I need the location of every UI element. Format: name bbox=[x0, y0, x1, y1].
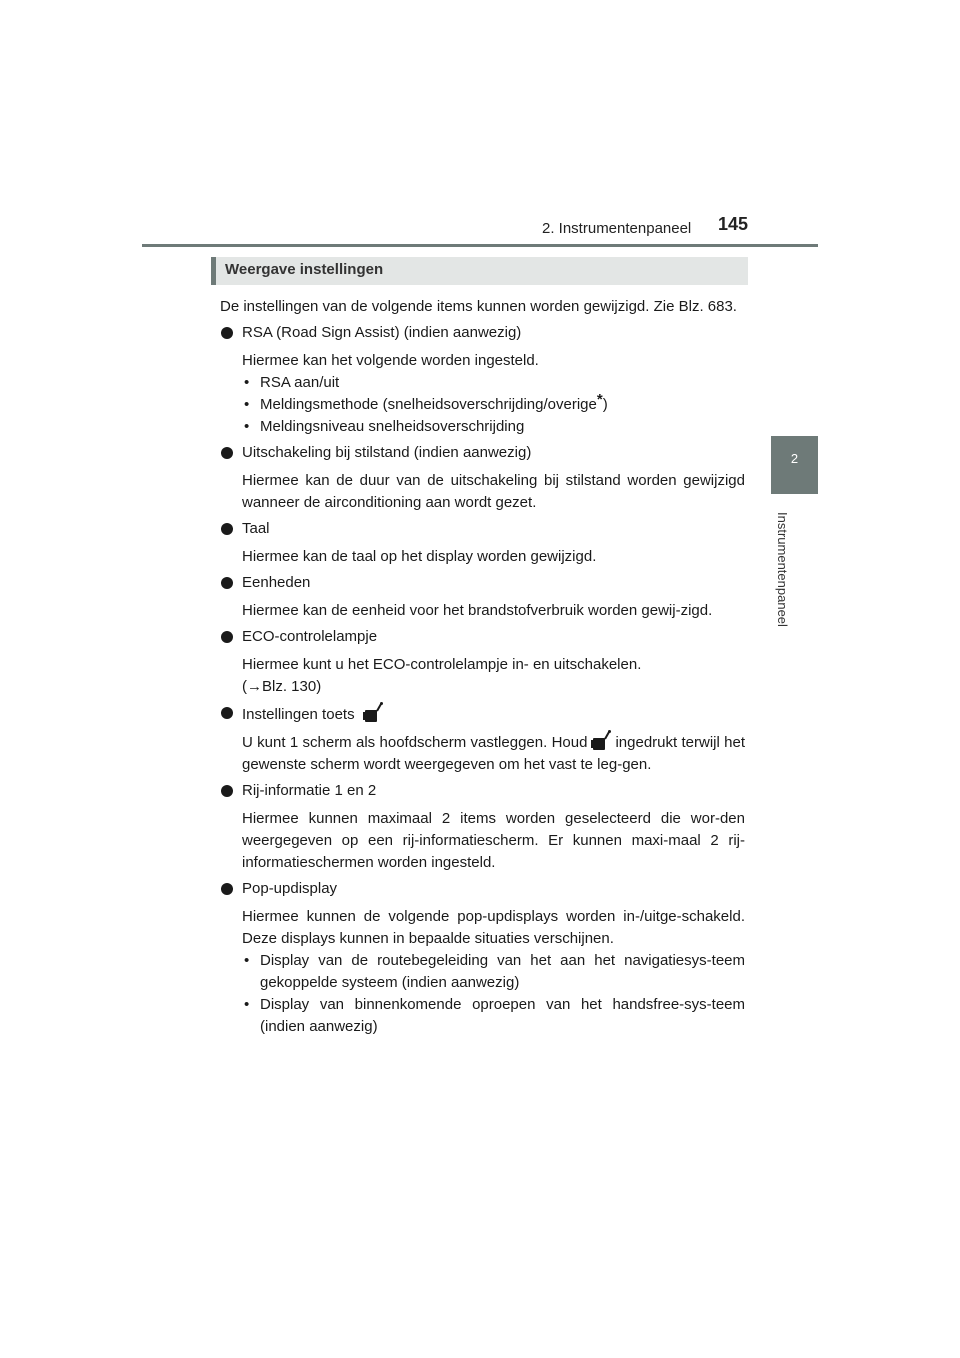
item-language bbox=[220, 518, 745, 568]
item-description: U kunt 1 scherm als hoofdscherm vastleggen. Houd ingedrukt terwijl het gewenste scherm wordt weergegeven om het vast te leg-gen. bbox=[220, 730, 745, 776]
item-units bbox=[220, 572, 745, 622]
item-title: Rij-informatie 1 en 2 bbox=[242, 782, 377, 799]
page-number: 145 bbox=[718, 214, 749, 234]
sub-item: • RSA aan/uit bbox=[220, 372, 745, 394]
item-description: Hiermee kunnen maximaal 2 items worden geselecteerd die wor-den weergegeven op een rij-informatiescherm. Er kunnen maxi-maal 2 rij-informatieschermen worden ingesteld. bbox=[242, 810, 745, 871]
section-heading-bar bbox=[211, 257, 216, 285]
bullet-icon bbox=[221, 577, 233, 589]
page-reference: (→Blz. 130) bbox=[242, 678, 322, 695]
sub-item: • Display van de routebegeleiding van het aan het navigatiesys-teem gekoppelde systeem (indien aanwezig) bbox=[220, 950, 745, 994]
chapter-tab-number: 2 bbox=[771, 436, 818, 494]
item-description: Hiermee kunt u het ECO-controlelampje in- en uitschakelen. bbox=[242, 656, 642, 673]
item-title: Instellingen toets bbox=[242, 706, 355, 723]
chapter-title: 2. Instrumentenpaneel bbox=[542, 220, 692, 237]
item-description: Hiermee kunnen de volgende pop-updisplays worden in-/uitge-schakeld. Deze displays kunnen in bepaalde situaties verschijnen. bbox=[242, 908, 745, 947]
body-content bbox=[220, 296, 745, 1038]
bullet-icon bbox=[221, 327, 233, 339]
bullet-icon bbox=[221, 523, 233, 535]
item-rsa bbox=[220, 322, 745, 438]
section-title: Weergave instellingen bbox=[225, 261, 384, 278]
sub-item: • Display van binnenkomende oproepen van het handsfree-sys-teem (indien aanwezig) bbox=[220, 994, 745, 1038]
bullet-icon bbox=[221, 631, 233, 643]
bullet-icon bbox=[221, 447, 233, 459]
item-description: Hiermee kan de duur van de uitschakeling bij stilstand worden gewijzigd wanneer de airconditioning aan wordt gezet. bbox=[242, 472, 745, 511]
item-description: Hiermee kan de taal op het display worden gewijzigd. bbox=[242, 548, 597, 565]
item-title: Pop-updisplay bbox=[242, 880, 338, 897]
bullet-icon bbox=[221, 883, 233, 895]
sub-item: • Meldingsniveau snelheidsoverschrijding bbox=[220, 416, 745, 438]
item-eco-indicator bbox=[220, 626, 745, 698]
item-title: Eenheden bbox=[242, 574, 311, 591]
item-drive-info bbox=[220, 780, 745, 874]
footnote-asterisk: * bbox=[596, 391, 603, 408]
item-title: ECO-controlelampje bbox=[242, 628, 378, 645]
item-title: RSA (Road Sign Assist) (indien aanwezig) bbox=[242, 324, 522, 341]
chapter-tab-label: Instrumentenpaneel bbox=[775, 512, 790, 627]
item-description: Hiermee kan het volgende worden ingesteld. bbox=[242, 352, 539, 369]
intro-text: De instellingen van de volgende items kunnen worden gewijzigd. Zie Blz. 683. bbox=[220, 298, 737, 315]
settings-button-icon bbox=[362, 702, 384, 724]
bullet-icon bbox=[221, 785, 233, 797]
item-idle-shutoff bbox=[220, 442, 745, 514]
item-title: Taal bbox=[242, 520, 270, 537]
header-divider bbox=[142, 244, 818, 247]
bullet-icon bbox=[221, 707, 233, 719]
item-settings-button bbox=[220, 702, 745, 776]
item-description: Hiermee kan de eenheid voor het brandstofverbruik worden gewij-zigd. bbox=[242, 602, 713, 619]
item-popup-display bbox=[220, 878, 745, 1038]
section-heading bbox=[211, 257, 748, 285]
settings-button-icon bbox=[590, 730, 612, 752]
item-title: Uitschakeling bij stilstand (indien aanwezig) bbox=[242, 444, 532, 461]
sub-item: • Meldingsmethode (snelheidsoverschrijding/overige*) bbox=[220, 394, 745, 416]
